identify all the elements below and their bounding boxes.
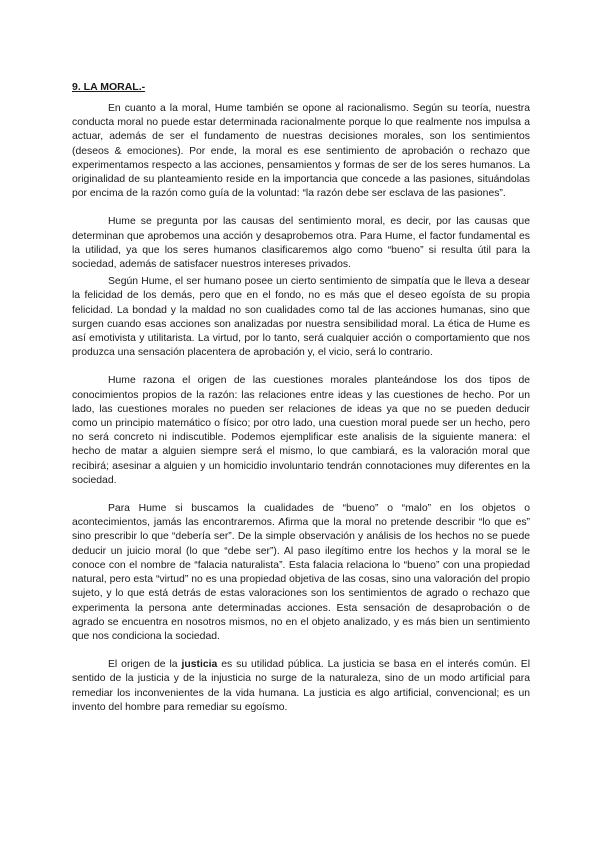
justice-text-before: El origen de la: [108, 659, 182, 671]
paragraph-gap: [72, 488, 530, 502]
justice-text-after: es su utilidad pública. La justicia se basa en el interés común. El sentido de la justicia y de la injusticia no surge de la naturaleza, sino de un modo artificial para remediar los inconvenientes de la vida humana. La justicia es algo artificial, convencional; es un invento del hombre para remediar su egoísmo.: [72, 659, 530, 713]
paragraph-gap: [72, 360, 530, 374]
paragraph-moral-causes: Hume se pregunta por las causas del sentimiento moral, es decir, por las causas que determinan que aprobemos una acción y desaprobemos otra. Para Hume, el factor fundamental es la utilidad, ya que los seres humanos clasificaremos algo como “bueno” si resulta útil para la sociedad, además de satisfacer nuestros intereses privados.: [72, 216, 530, 271]
document-page: [72, 80, 530, 715]
section-heading: 9. LA MORAL.-: [72, 81, 146, 93]
paragraph-justice: [72, 658, 530, 715]
paragraph-naturalistic-fallacy: Para Hume si buscamos la cualidades de “bueno” o “malo” en los objetos o acontecimientos, jamás las encontraremos. Afirma que la moral no pretende describir “lo que es” sino prescribir lo que “debería ser”. De la simple observación y análisis de los hechos no se puede deducir un juicio moral (lo que “debe ser”). Al paso ilegítimo entre los hechos y la moral se le conoce con el nombre de “falacia naturalista”. Esta falacia relaciona lo “bueno” con una propiedad natural, pero esta “virtud” no es una propiedad objetiva de las cosas, sino una valoración del propio sujeto, y lo que está detrás de estas valoraciones son los sentimientos de agrado o rechazo que experimenta la persona ante determinadas acciones. Esta sensación de desaprobación o de agrado se encuentra en nosotros mismos, no en el objeto analizado, y es más bien un sentimiento que nos condiciona la sociedad.: [72, 503, 530, 642]
paragraph-sympathy: Según Hume, el ser humano posee un cierto sentimiento de simpatía que le lleva a desear la felicidad de los demás, pero que en el fondo, no es más que el deseo egoísta de su propia felicidad. La bondad y la maldad no son cualidades como tal de las acciones humanas, sino que surgen cuando esas acciones son analizadas por nuestra sensibilidad moral. La ética de Hume es así emotivista y utilitarista. La virtud, por lo tanto, será cualquier acción o comportamiento que nos produzca una sensación placentera de aprobación y, el vicio, será lo contrario.: [72, 276, 530, 359]
paragraph-gap: [72, 644, 530, 658]
paragraph-origin-moral: Hume razona el origen de las cuestiones morales planteándose los dos tipos de conocimientos propios de la razón: las relaciones entre ideas y las cuestiones de hecho. Por un lado, las cuestiones morales no pueden ser relaciones de ideas ya que no se pueden deducir como un principio matemático o físico; por otro lado, una cuestion moral puede ser un hecho, pero no será concreto ni indiscutible. Podemos ejemplificar este analisis de la siguiente manera: el hecho de matar a alguien siempre será el mismo, lo que cambiará, es la valoración moral que recibirá; asesinar a alguien y un homicidio involuntario tendrán connotaciones muy diferentes en la sociedad.: [72, 375, 530, 486]
justice-keyword: justicia: [181, 659, 218, 671]
paragraph-moral-intro: En cuanto a la moral, Hume también se opone al racionalismo. Según su teoría, nuestra conducta moral no puede estar determinada racionalmente porque lo que realmente nos impulsa a actuar, además de ser el fundamento de nuestras decisiones morales, son los sentimientos (deseos & emociones). Por ende, la moral es ese sentimiento de aprobación o rechazo que experimentamos respecto a las acciones, pensamientos y formas de ser de los seres humanos. La originalidad de su planteamiento reside en la importancia que concede a las pasiones, situándolas por encima de la razón como guía de la voluntad: “la razón debe ser esclava de las pasiones”.: [72, 103, 530, 200]
paragraph-gap: [72, 201, 530, 215]
